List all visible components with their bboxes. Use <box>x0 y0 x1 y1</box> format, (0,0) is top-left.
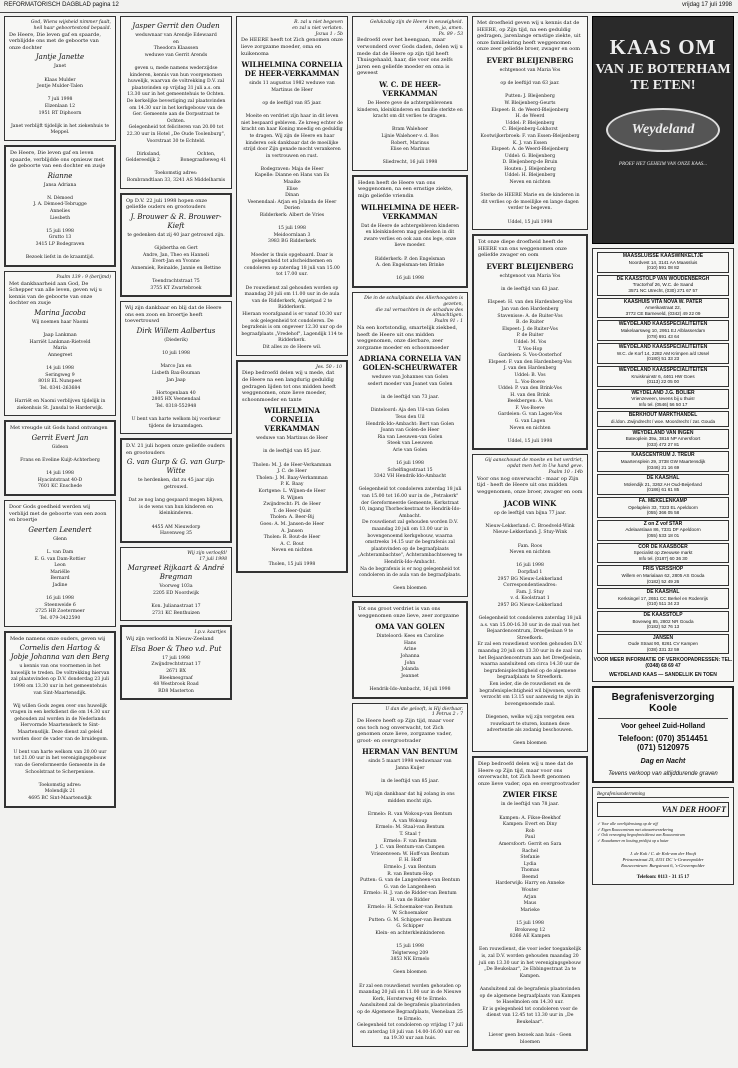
hooft-advertisement <box>592 787 734 885</box>
announcement-intro: Voor ons nog onverwacht - maar op Zijn tijd - heeft de Heere uit ons midden weggenomen, onze broer, zwager en oom <box>477 475 583 496</box>
announcement-details: (Diederik) 10 juli 1998 Marco Jan en Lisbeth Bax-Bouman Jan Jaap Hortogenlaan 40 2805 HX Veenendaal Tel. 0318-552948 U bent van harte welkom bij voorkeur tijdens de kraamdagen. <box>131 337 221 429</box>
shop-telephone: (055) 366 05 58 <box>646 510 680 516</box>
shops-footer: VOOR MEER INFORMATIE OF VERKOOPADRESSEN: TEL. (0348) 68 69 47 <box>593 657 733 670</box>
announcement <box>4 271 116 416</box>
shop-telephone: (0113) 22 05 00 <box>646 379 680 385</box>
announcement-name: Rianne <box>47 171 73 180</box>
shop-entry <box>597 366 729 387</box>
announcement-name: Geerten Leendert <box>28 525 92 534</box>
shop-address: Oude Straat 90, 8261 CV Kampen <box>628 641 698 647</box>
announcement <box>352 175 468 288</box>
announcement-intro: Met vreugde uit Gods hand ontvangen <box>10 425 108 432</box>
hooft-heading: Begrafenisonderneming <box>597 792 729 798</box>
announcement <box>4 16 116 141</box>
shop-telephone: Info tel. (0546) 56 50 17 <box>638 401 688 407</box>
shop-address: Tractorhof 26, W.C. de Saand <box>632 282 694 288</box>
shop-name: DE KAASHAL <box>646 475 680 482</box>
shop-telephone: (0182) 52 76 13 <box>646 624 680 630</box>
kaas-slogan: PROEF HET GEHEIM VAN ONZE KAAS... <box>618 162 708 167</box>
koole-tel2: (071) 5120975 <box>636 743 690 753</box>
shop-telephone: Info tel. (0187) 60 36 30 <box>638 555 688 561</box>
shop-name: FRIS VERSSHOP <box>642 566 684 573</box>
announcement <box>120 547 232 622</box>
shop-address: Opelaplein 33, 7323 EL Apeldoorn <box>628 504 698 510</box>
shop-address: Makelaarsweg 10, 2951 EJ Alblasserdam <box>620 327 706 333</box>
announcement-name: G. van Gurp & G. van Gurp-Witte <box>126 458 226 476</box>
hooft-service-item: ✓ Eigen Rouwcentrum met uitvaartverzekering <box>597 826 673 832</box>
announcement <box>472 756 588 1051</box>
koole-region: Voor geheel Zuid-Holland <box>620 723 706 731</box>
hooft-telephone: Telefoon: 0113 - 31 15 17 <box>636 875 690 881</box>
announcement-details: Janet Klaas Mulder Jentje Mulder-Talen 7 juli 1998 Elzenlaan 12 1951 RT Diphoorn Janet verblijft tijdelijk in het ziekenhuis te Meppel. <box>10 64 110 136</box>
announcement <box>4 145 116 267</box>
shop-name: COR DE KAASBOER <box>638 543 688 550</box>
column-2 <box>120 16 232 704</box>
column-4 <box>352 16 468 1051</box>
shop-name: DE KAASHAL <box>646 589 680 596</box>
announcement-name: OMA VAN GOLEN <box>375 622 445 632</box>
announcement-details: echtgenoot van Maria Vos in de leeftijd van 63 jaar. Elspeet: H. van den Hardenberg-Vos Jan van den Hardenberg Stavenisse: A. de Ruiter-Vos B. de Ruiter Elspeet: J. de Ruiter-Vos P. de Ruiter Uddel: M. Vos T. Vos-Hop Gardeien: S. Vos-Oosterhof Elspeet: F. van den Hardenberg-Vos J. van den Hardenberg Uddel: B. Vos L. Vos-Boeve Uddel: P. van den Brink-Vos H. van den Brink Beekbergen: A. Vos F. Vos-Boeve Gardeien: G. van Lagen-Vos G. van Lagen Neven en nichten Uddel, 15 juli 1998 <box>487 274 573 444</box>
announcement-details: echtgenoot van Maria Vos op de leeftijd van 63 jaar. Putten: J. Bleijenberg W. Bleijenberg-Geurts Elspeet: B. de Weerd-Bleijenberg H. de Weerd Uddel: P. Bleijenberg C. Bleijenberg-Lokhorst Kootwijkerbroek: F. van Essen-Bleijenberg K. J. van Essen Elspeet: A. de Weerd-Bleijenberg Uddel: G. Bleijenberg D. Bleijenberg-de Bruin Houten: J. Bleijenberg Uddel: H. Bleijenberg Neven en nichten Sterke de HEERE Marie en de kinderen in dit verlies op de moeilijke en lange dagen verder te begeven. Uddel, 15 juli 1998 <box>480 67 580 225</box>
shop-entry <box>597 588 729 609</box>
shop-entry <box>597 520 729 541</box>
shop-entry <box>597 411 729 426</box>
announcement-verse: I.p.v. kaartjes <box>194 630 226 636</box>
announcement <box>472 454 588 752</box>
announcement-intro: Na een kortstondig, smartelijk ziekbed, heeft de Heere uit ons midden weggenomen, onze dierbare, zeer zorgzame moeder en schoonmoeder <box>357 325 459 351</box>
announcement-intro: Wij zijn dankbaar en blij dat de Heere ons een zoon en broertje heeft toevertrouwd <box>125 305 224 325</box>
column-1 <box>4 16 116 812</box>
announcement-intro: Op D.V. 22 juli 1998 hopen onze geliefde ouders en grootouders <box>126 197 209 211</box>
announcement <box>120 438 232 543</box>
announcement-name: WILHELMINA DE HEER-VERKAMMAN <box>360 202 460 221</box>
shop-entry <box>597 252 729 273</box>
shop-telephone: (010) 511 34 23 <box>646 601 680 607</box>
announcement-details: Wij noemen haar Naomi Jaap Lankman Harriët Lankman-Rietveld Maria Annegreet 14 juli 1998 Seringweg 9 8018 EL Nunspeet Tel. 0341-263684 Harriët en Naomi verblijven tijdelijk in ziekenhuis St. Jansdal te Harderwijk. <box>14 319 106 411</box>
shop-entry <box>597 429 729 450</box>
shop-address: Maartensplein 29, 3738 GW Maartensdijk <box>620 459 706 465</box>
announcement-intro: Tot onze diepe droefheid heeft de HEERE van ons weggenomen onze geliefde zwager en oom <box>478 239 569 259</box>
koole-tagline: Tevens verkoop van altijddurende graven <box>608 771 718 778</box>
shop-name: WEYDELAND KAASSPECIALITEITEN <box>618 344 708 351</box>
announcement-intro: Tot ons groot verdriet is van ons weggenomen onze lieve, zeer zorgzame <box>358 605 459 619</box>
announcement-name: WILHELMINA CORNELIA DE HEER-VERKAMMAN <box>241 60 343 79</box>
announcement <box>120 16 232 189</box>
koole-tel1: (070) 3514451 <box>655 734 708 744</box>
announcement-details: De Heere geve de achtergeblevenen kinderen, kleinkinderen en familie sterkte en kracht om dit verlies te dragen. Bram Walehoer Lijnie Walehoer-v. d. Bos Robert, Marinus Elise en Marinus Sliedrecht, 16 juli 1998 <box>357 100 463 166</box>
hooft-logo: VAN DER HOOFT <box>597 802 729 817</box>
shop-address: Bateoplein 39a, 3816 NP Amersfoort <box>625 436 701 442</box>
advertisement-column <box>592 16 734 885</box>
shop-name: BERKHOUT MARKTHANDEL <box>628 412 698 419</box>
shop-telephone: 3772 CE Barneveld, (0342) 49 22 09 <box>625 310 701 316</box>
shop-entry <box>597 611 729 632</box>
announcement-intro: Bedroefd over het heengaan, maar verwonderd over Gods daden, delen wij u mede dat de Heere op zijn tijd heeft Thuisgehaald, haar, die voor ons zelfs jaren een geliefde moeder en oma is geweest <box>357 37 465 77</box>
announcement-intro: Door Gods goedheid werden wij verblijd met de geboorte van een zoon en broertje <box>9 504 109 524</box>
kaas-headline: KAAS OM <box>609 35 717 59</box>
announcement <box>352 292 468 597</box>
announcement-name: EVERT BLEIJENBERG <box>486 55 574 65</box>
announcement <box>4 500 116 627</box>
shop-entry <box>597 634 729 655</box>
shop-name: MAASSLUISSE KAASWINKELTJE <box>622 253 704 259</box>
announcement-intro: Mede namens onze ouders, geven wij <box>10 635 106 642</box>
announcement-name: W. C. DE HEER-VERKAMMAN <box>379 79 441 98</box>
shop-address: Amerikastraat 22, <box>645 305 681 311</box>
shop-address: Specialist op Zeeuwse markt <box>633 550 693 556</box>
announcement-name: Cornelis den Hartog & Jobje Johanna van den Berg <box>10 644 110 662</box>
announcement <box>120 193 232 298</box>
shop-telephone: (010) 591 08 82 <box>646 265 680 271</box>
shop-name: FA. MEKELENKAMP <box>638 498 688 504</box>
announcement <box>472 234 588 450</box>
announcement <box>472 16 588 230</box>
announcement-verse: Wij zijn verloofd! 17 juli 1998 <box>187 550 227 562</box>
shop-name: DE KAASSTOLP VAN WOUDENBERGH <box>616 275 710 282</box>
announcement <box>352 601 468 699</box>
announcement-details: op de leeftijd van bijna 77 jaar. Nieuw-Lekkerland: C. Broedveld-Wink Nieuw-Lekkerland: J. Stuy-Wink Fam. Roos Neven en nichten 16 juli 1998 Dorpflad 1 2957 BG Nieuw-Lekkerland Correspondentieadres: Fam. J. Stuy v. d. Koolstraat 1 2957 BG Nieuw-Lekkerland Gelegenheid tot condoleren zaterdag 18 juli a.s. van 15.00-16.30 uur in de zaal van het Bejaardencentrum, Dreefjeslaan 9 te Streefkerk. Er zal een rouwdienst worden gehouden D.V. maandag 20 juli om 13.30 uur in de zaal van het Bejaardencentrum aan het Dreefjeslein, waarna aansluitend om circa 14.30 uur de begrafenisplechtigheid op de algemene begraafplaats te Streefkerk. Een ieder, die de rouwdienst en de begrafenisplechtigheid wil bijwonen, wordt verzocht om 13.15 uur aanwezig te zijn in bovengenoemde zaal. Diegenen, welke wij zijn vergeten een rouwkaart te sturen, kunnen deze advertentie als zodanig beschouwen. Geen bloemen <box>477 510 583 747</box>
announcement-details: Dinteloord: Kees en Caroline Hans Arine Johanna John Jolanda Jeannet Hendrik-Ido-Ambacht, 16 juli 1998 <box>369 634 451 692</box>
announcement-name: Margreet Rijkaart & André Bregman <box>127 564 225 582</box>
announcement-name: ZWIER FIKSE <box>502 790 558 800</box>
announcement-name: Marina Jacoba <box>34 308 86 317</box>
shop-entry <box>597 298 729 319</box>
masthead-date: vrijdag 17 juli 1998 <box>681 2 732 8</box>
announcement-details: in de leeftijd van 78 jaar. Kampen: A. Fikse-Beekhof Kampen: Evert en Diny Rob Paul Amersfoort: Gerrit en Sara Rachel Stefanie Lydia Thomas Beemd Harderwijk: Harry en Anneke Wouter Arjan Maus Marieke 15 juli 1998 Broksweg 12 8266 AE Kampen Een rouwdienst, die voor ieder toegankelijk is, zal D.V. worden gehouden maandag 20 juli om 13.30 uur in het verenigingsgebouw „De Beukelaar", 2e Ebbingestraat 2a te Kampen. Aansluitend zal de begrafenis plaatsvinden op de algemene begraafplaats van Kampen te Haselmolen om 14.30 uur. Er is gelegenheid tot condoleren voor de dienst van 12.45 tot 13.30 uur in „De Beukelaar". Liever geen bezoek aan huis - Geen bloemen <box>478 802 582 1045</box>
announcement-verse: Jes. 50 : 10 <box>316 364 342 370</box>
announcement-intro: Met droefheid geven wij u kennis dat de HEERE, op Zijn tijd, na een geduldig gedragen, jarenlange ernstige ziekte, uit onze familiekring heeft weggenomen onze zeer geliefde broer, zwager en oom <box>477 20 583 53</box>
shop-address: Boveweg 85, 2802 NR Gouda <box>632 618 694 624</box>
shop-name: WEYDELAND KAASSPECIALITEITEN <box>618 366 708 373</box>
announcement-details: weduwe van Martinus de Heer in de leeftijd van 85 jaar. Tholen: M. J. de Heer-Verkamman J. C. de Heer Tholen: J. M. Baay-Verkamman P. K. Baay Kortgene: L. Wijnen-de Heer R. Wijnen Zwijndrecht: Pl. de Heer T. de Heer-Quist Tholen: A. Beer-Bij Goes: A. M. Jansen-de Heer A. Jansen Tholen: B. Bout-de Heer A. C. Bout Neven en nichten Tholen, 15 juli 1998 <box>252 436 332 567</box>
shop-name: KAASCENTRUM J. TREUR <box>631 452 695 459</box>
announcement <box>120 301 232 434</box>
announcement <box>4 420 116 496</box>
shop-entry <box>597 474 729 495</box>
announcement-name: Jasper Gerrit den Ouden <box>132 22 220 30</box>
koole-tel-label: Telefoon: <box>618 734 654 744</box>
announcement-verse: God, Wiens wijsheid nimmer faalt, heil haar geboortestond bepaald. <box>30 20 111 31</box>
shop-entry <box>597 451 729 472</box>
announcement <box>236 360 348 574</box>
announcement-details: weduwnaar van Arendje Edewaard en Theodora Klaassen weduwe van Gerrit Arends geven u, mede namens wederzijdse kinderen, kennis van hun voorgenomen huwelijk, waarvan de voltrekking D.V. zal plaatsvinden op vrijdag 31 juli a.s. om 13.30 uur in het gemeentehuis te Ochten. De kerkelijke bevestiging zal plaatsvinden om 14.30 uur in het kerkgebouw van de Ger. Gemeente aan de Dorpsstraat te Ochten. Gelegenheid tot feliciteren van 20.00 tot 22.30 uur in Hotel „De Oude Toolenburg", Voorstraat 30 te Echteld. Dirksland, Ochten, Geldereedijk 2 Bonegraafseweg 41 Toekomstig adres: Bombrandtlaan 33, 3241 AS Middelharnis <box>125 33 227 184</box>
announcement-verse: Gelukzalig zijn de Heere in eeuwigheid. Amen, ja, amen. Ps. 89 : 53 <box>370 20 463 37</box>
announcement-details: Dat de Heere de achtergebleven kinderen en kleinkinderen mag gedenken in dit zware verlies en ook aan ons lege, onze lieve moeder. Ridderkerk: P. den Engelsman A. den Engelsman-ten Brinke 16 juli 1998 <box>360 223 460 282</box>
announcement-name: JACOB WINK <box>503 498 557 508</box>
announcement-intro: Wij zijn verloofd in Nieuw-Zeeland <box>126 636 214 643</box>
shop-address: Kerksingel 17, 2651 CC Berkel en Rodenrijs <box>618 595 708 601</box>
weydeland-logo: Weydeland <box>606 108 720 152</box>
shop-address: di./don. Zwijndrecht / woe. Moordrecht / zat. Gouda <box>610 419 716 425</box>
shop-list <box>592 248 734 682</box>
shop-address: Willem en Marialaan 62, 2805 AS Gouda <box>621 572 705 578</box>
shop-telephone: (0346) 21 16 69 <box>646 464 680 470</box>
announcement <box>352 16 468 171</box>
shop-telephone: (078) 691 43 64 <box>646 333 680 339</box>
announcement <box>352 703 468 1048</box>
hooft-address: J. de Kok / C. de Kok-van der Hooft Prinsenstraat 25, 4151 DC 's-Gravenpolder Rouwcentrum: Burgstraat 6, 's-Gravenpolder <box>621 851 705 869</box>
announcement-intro: Met dankbaarheid aan God, De Schepper van alle leven, geven wij u kennis van de geboorte van onze dochter en zusje <box>9 280 104 307</box>
shop-telephone: (055) 533 18 01 <box>646 532 680 538</box>
shop-name: WEYDELAND VAN INGEN <box>632 429 694 436</box>
announcement-details: sinds 11 augustus 1982 weduwe van Martinus de Heer op de leeftijd van 85 jaar. Moeite en verdriet zijn haar in dit leven niet bespaard gebleven. Ze kreeg echter de kracht om haar Koning moedig en geduldig te dragen. Wij zijn de Heere en haar kinderen ook dankbaar dat de moeilijke strijd door Zijn genade mocht verankeren in vertrouwen en rust. Bodegraven: Maja de Heer Kapelle: Dianne en Hans van Es Maaike Elise Dinan Veenendaal: Arjan en Jolanda de Heer Dorien Ridderkerk: Albert de Vries 15 juli 1998 Meidoornlaan 3 3983 BG Ridderkerk Moeder is thuis opgebaard. Daar is gelegenheid tot afscheidnemen en condoleren op zaterdag 18 juli van 15.00 tot 17.00 uur. De rouwdienst zal gehouden worden op maandag 20 juli om 11.00 uur in de aula van de Ridderkerk, Agnietpad 2 te Ridderkerk. Hieraan voorafgaand is er vanaf 10.30 uur ook gelegenheid tot condoleren. De begrafenis is om ongeveer 12.30 uur op de begraafplaats „Vredehof", Lagendijk 114 te Ridderkerk. Dit alles zo de Heere wil. <box>241 81 343 350</box>
announcement-details: Gideon Frans en Eveline Kuijt-Achterberg 14 juli 1998 Hyacintstraat 40-D 7601 KC Enschede <box>20 444 100 490</box>
kaas-advertisement <box>592 16 734 244</box>
announcement-intro: Diep bedroefd delen wij u mede, dat de Heere na een langdurig geduldig gedragen lijden tot ons midden heeft weggenomen, onze lieve moeder, schoonmoeder en tante <box>242 370 338 403</box>
announcement-verse: Psalm 139 : 9 (berijmd) <box>56 274 111 280</box>
shop-entry <box>597 343 729 364</box>
shop-telephone: (038) 331 32 59 <box>646 646 680 652</box>
shop-entry <box>597 543 729 564</box>
koole-heading: Begrafenisverzorging Koole <box>598 692 728 719</box>
column-3 <box>236 16 348 577</box>
announcement-name: Gerrit Evert Jan <box>31 433 89 442</box>
shop-telephone: (0182) 52 49 26 <box>646 578 680 584</box>
announcement-details: Glenn L. van Dam E. G. van Dam-Rottier Leon Mariëlle Bernard Jadine 16 juli 1998 Steenweide 6 2725 HB Zoetermeer Tel. 079-3422590 <box>34 536 86 621</box>
announcement-intro: De Heere heeft op Zijn tijd, maar voor ons toch nog onverwacht, tot Zich genomen onze lieve, zorgzame vader, groot- en overgrootvader <box>357 718 456 744</box>
announcement-details: weduwe van Johannes van Golen sedert moeder van Joanet van Golen in de leeftijd van 73 jaar. Dinteloord: Aja den Uil-van Golen Teus den Uil Hendrik-Ido-Ambacht: Bert van Golen Joann van Golen-de Heer Ria van Leeuwen-van Golen Steek van Leeuwen Arie van Golen 16 juli 1998 Schelfingsstraat 15 3342 VH Hendrik-Ido-Ambacht Gelegenheid tot condoleren zaterdag 18 juli van 15.00 tot 16.00 uur in de „Petrakerk" der Gereformeerde Gemeente, Kerkstraat 10, ingang Thorbeckestraat te Hendrik-Ido-Ambacht. De rouwdienst zal gehouden worden D.V. maandag 20 juli om 13.00 uur in bovengenoemd kerkgebouw, waarna omstreeks 14.15 uur de begrafenis zal plaatsvinden op de begraafplaats „Achterambachtse", Achterambachtseweg te Hendrik-Ido-Ambacht. Na de begrafenis is er nog gelegenheid tot condoleren in de aula van de begraafplaats. Geen bloemen <box>357 375 463 592</box>
koole-advertisement <box>592 686 734 783</box>
announcement-name: HERMAN VAN BENTUM <box>362 747 458 757</box>
announcement-verse: Die in de schuilplaats des Allerhoogsten is gezeten, die zal vernachten in de schaduw des Almachtigen. Psalm 91 : 1 <box>364 296 463 325</box>
shop-address: Noordvest 14, 3141 AA Maassluis <box>628 259 698 265</box>
kaas-subheadline: VAN JE BOTERHAM TE ETEN! <box>595 62 731 93</box>
announcement <box>120 625 232 700</box>
page-masthead <box>0 0 738 13</box>
announcement-details: te herdenken, dat zu 45 jaar zijn getrouwd. Dat ze nog lang gespaard mogen blijven, is de wens van hun kinderen en kleinkinderen. 4455 AM Nieuwdorp Havenweg 35 <box>128 478 224 537</box>
announcement-name: Dirk Willem Aalbertus <box>136 326 216 335</box>
shop-telephone: (0186) 61 61 85 <box>646 487 680 493</box>
shop-name: Z on Z vof STAR <box>643 520 683 527</box>
shop-address: Vrienzeveen, tevens bij u thuis! <box>631 396 695 402</box>
announcement-details: Jansa Adriana N. Dèmoed J. A. Dèmoed-Tebrugge Annelies Liesbeth 15 juli 1998 Grutto 13 3415 LP Bodegraven Bezoek liefst in de kraamtijd. <box>25 182 95 261</box>
announcement-verse: Gij aanschouwt de moeite en het verdriet, opdat men het in Uw hand geve. Psalm 10 : 14b <box>484 458 583 476</box>
announcement-details: sinds 5 maart 1998 weduwnaar van Janna Kuijer in de leeftijd van 85 jaar. Wij zijn dankbaar dat hij zolang in ons midden mocht zijn. Ermelo: R. van Wokoup-van Bentum A. van Wokoup Ermelo: M. Staal-van Bentum T. Staal † Ermelo: F. van Bentum J. C. van Bentum-van Campen Vriezenveen: W. Hoff-van Bentum F. H. Hoff Ermelo: J. van Bentum R. van Bentum-Hop Putten: G. van de Langenheen-van Bentum G. van de Langenheen Ermelo: H. J. van de Ridder-van Bentum H. van de Ridder Ermelo: H. Schoemaker-van Bentum W. Schoemaker Putten: G. M. Schipper-van Bentum G. Schipper Klein- en achterkleinkinderen 15 juli 1998 Telgterweg 209 3853 NK Ermelo Geen bloemen Er zal een rouwdienst worden gehouden op maandag 20 juli om 11.00 uur in de Nieuwe Kerk, Horsterweg 40 te Ermelo. Aansluitend zal de begrafenis plaatsvinden op de Algemene Begraafplaats, Veenelaan 25 te Ermelo. Gelegenheid tot condoleren op vrijdag 17 juli en zaterdag 18 juli van 14.00-16.00 uur en na 19.30 uur aan huis. <box>357 759 463 1042</box>
column-5 <box>472 16 588 1055</box>
koole-daynight: Dag en Nacht <box>640 758 686 766</box>
announcement-verse: R. zal u niet begeven en zal u niet verlaten. Jozua 1 : 5b <box>292 20 343 37</box>
announcement-intro: De Heere, Die leven gaf en spaarde, verblijdde ons met de geboorte van onze dochter <box>9 31 103 51</box>
shop-address: Molendijk 21, 3262 AH Oud-Beijerland <box>624 481 702 487</box>
shop-entry <box>597 497 729 518</box>
hooft-service-item: ✓ Rouwkamer en kosting prislijst op u huize <box>597 837 669 843</box>
shop-name: WEYDELAND KAASSPECIALITEITEN <box>618 321 708 328</box>
announcement-name: ADRIANA CORNELIA VAN GOLEN-SCHEURWATER <box>358 354 462 373</box>
announcement-name: WILHELMINA CORNELIA VERKAMMAN <box>264 406 320 434</box>
hooft-service-item: ✓ Ook verzorging begrafenis/dienst van Rouwcentrum <box>597 832 685 838</box>
announcement-details: 17 juli 1998 Zwijndrechtstraat 17 2671 BX Bleeknesgraaf 48 Westbrook Road RD8 Masterton <box>151 655 201 694</box>
shop-telephone: (0180) 51 33 23 <box>646 356 680 362</box>
announcement-intro: De HEERE heeft tot Zich genomen onze lieve zorgzame moeder, oma en kuikenoma <box>241 37 345 57</box>
shop-entry <box>597 565 729 586</box>
announcement-name: Elsa Boer & Theo v.d. Put <box>130 644 222 653</box>
shop-address: Kruiskruinstr 6, 4461 HW Goes <box>631 373 695 379</box>
announcement-intro: De Heere, Die leven gaf en leven spaarde, verblijdde ons opnieuw met de geboorte van een dochter en zusje <box>10 149 106 170</box>
shops-tagline: WEYDELAND KAAS — SANDELLIK EN TOEN <box>609 672 717 679</box>
shop-name: WEYDELAND J.G. BOLIER <box>631 389 695 396</box>
hooft-service-item: ✓ Voor alle overlijdensiang op de vijf <box>597 821 658 827</box>
shop-address: Adelaarslaan 86, 7331 DF Apeldoorn <box>625 527 701 533</box>
announcement-intro: Heden heeft de Heere van ons weggenomen, na een ernstige ziekte, mijn geliefde vriendin <box>358 179 455 200</box>
shop-name: KAASHUIS VITA NOVA W. PATER <box>623 298 703 305</box>
shop-telephone: (033) 472 27 81 <box>646 441 680 447</box>
announcement-name: J. Brouwer & R. Brouwer-Kieft <box>130 212 222 230</box>
announcement-intro: D.V. 21 juli hopen onze geliefde ouders en grootouders <box>126 443 227 456</box>
shop-telephone: 3571 NC Utrecht, (030) 271 67 57 <box>628 287 698 293</box>
shop-address: W.C. de Korf 14, 2282 AM Krimpen a/d IJssel <box>616 350 710 356</box>
shop-entry <box>597 389 729 410</box>
announcement-name: EVERT BLEIJENBERG <box>486 262 574 271</box>
shop-name: JANSEN <box>652 634 674 641</box>
announcement-details: Voorweg 103a 2205 ED Noordwijk Kon. Julianastraat 17 2731 KC Benthuizen <box>151 584 201 616</box>
announcement <box>236 16 348 356</box>
announcement <box>4 631 116 808</box>
announcement-details: u kennis van ons voornemen in het huwelijk te treden. De voltrekking hiervan zal plaatsvinden op D.V. donderdag 23 juli 1998 om 13.30 uur in het gemeentehuis van Sint-Maartensdijk. Wij willen Gods zegen over ons huwelijk vragen in een kerkdienst die om 14.30 uur gehouden zal worden in de Nederlands Hervormde Maartenskerk te Sint-Maartensdijk. Deze dienst zal geleid worden door de vader van de bruidegom. U bent van harte welkom van 20.00 uur tot 21.00 uur in het verenigingsgebouw van de Gereformeerde Gemeente in de Schoolstraat te Scherpenisse. Toekomstig adres: Molendijk 21 4695 BC Sint-Maartensdijk <box>10 664 110 802</box>
shop-entry <box>597 320 729 341</box>
shop-entry <box>597 275 729 296</box>
announcement-name: Jantje Janette <box>35 53 85 62</box>
masthead-left: REFORMATORISCH DAGBLAD pagina 12 <box>4 2 119 8</box>
announcement-details: te gedenken dat zij 40 jaar getrouwd zijn. Gijsbertha en Gert Andre, Jan, Theo en Hanneli Evert-Jan en Yvonne Annemiek, Reinalde, Jannie en Bettine Teendrachtstraat 75 3755 KT Zwartebroek <box>127 232 225 291</box>
shop-name: DE KAASSTOLP <box>643 611 683 618</box>
announcement-verse: U dan die gelooft, is Hij dierbaar. 1 Petrus 2 : 7 <box>385 706 463 718</box>
announcement-intro: Diep bedroefd delen wij u mee dat de Heere op Zijn tijd, maar voor ons onverwacht, tot Zich heeft genomen onze lieve vader, opa en overgrootvader <box>478 760 580 787</box>
